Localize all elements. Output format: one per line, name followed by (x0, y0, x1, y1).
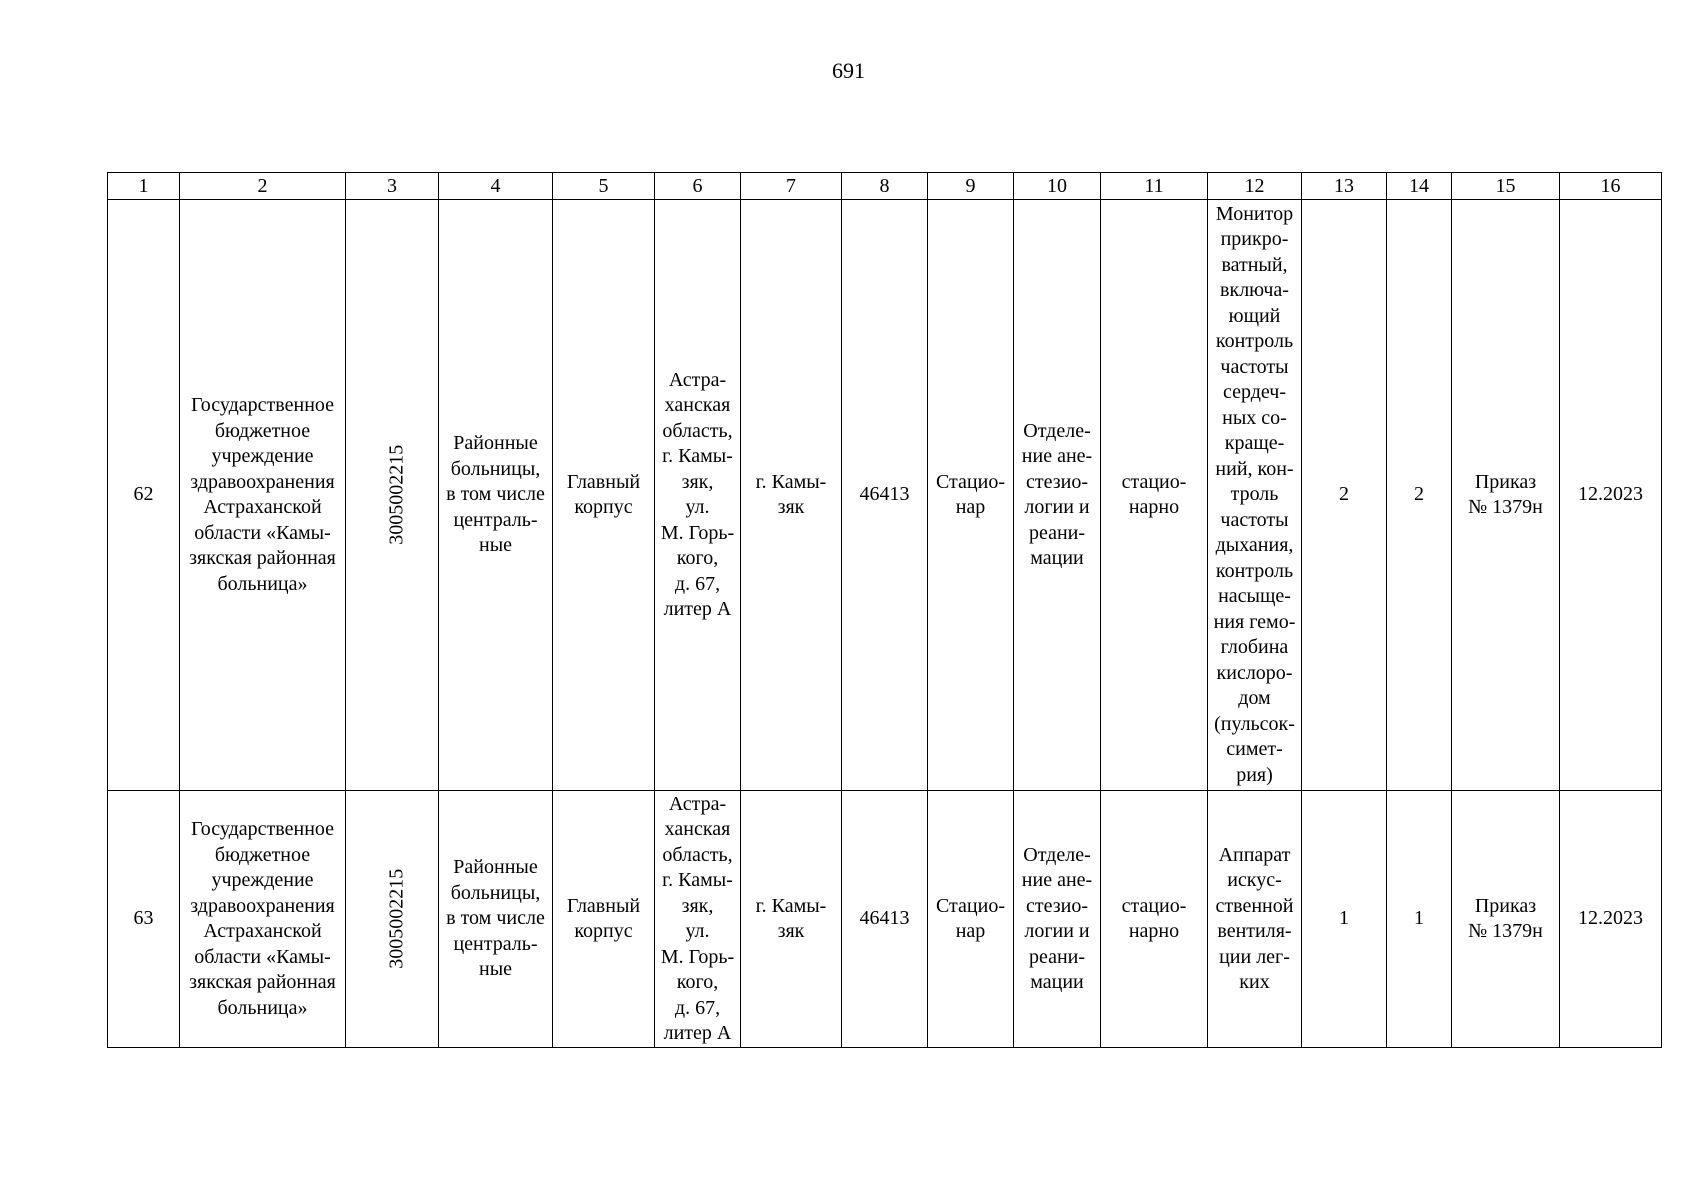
department: Отделе- ние ане- стезио- логии и реани- мации (1014, 200, 1101, 791)
organization-code: 3005002215 (385, 869, 408, 969)
row-number: 63 (108, 791, 180, 1048)
quantity-purchase: 1 (1387, 791, 1452, 1048)
quantity-required: 1 (1302, 791, 1387, 1048)
organization-name: Государственное бюджетное учреждение здравоохранения Астраханской области «Камы- зякская районная больница» (180, 791, 346, 1048)
column-number: 9 (928, 173, 1014, 200)
equipment-table (107, 172, 1662, 1048)
order-reference: Приказ № 1379н (1452, 791, 1560, 1048)
quantity-purchase: 2 (1387, 200, 1452, 791)
address: Астра- ханская область, г. Камы- зяк, ул. М. Горь- кого, д. 67, литер А (655, 200, 741, 791)
organization-code-cell (346, 200, 439, 791)
oktmo-code: 46413 (842, 200, 928, 791)
address: Астра- ханская область, г. Камы- зяк, ул. М. Горь- кого, д. 67, литер А (655, 791, 741, 1048)
order-reference: Приказ № 1379н (1452, 200, 1560, 791)
column-number: 14 (1387, 173, 1452, 200)
table-row (108, 791, 1662, 1048)
column-number: 4 (439, 173, 553, 200)
column-number-row (108, 173, 1662, 200)
column-number: 13 (1302, 173, 1387, 200)
column-number: 6 (655, 173, 741, 200)
building: Главный корпус (553, 200, 655, 791)
care-form: Стацио- нар (928, 791, 1014, 1048)
hospital-type: Районные больницы, в том числе централь- ные (439, 791, 553, 1048)
column-number: 1 (108, 173, 180, 200)
column-number: 15 (1452, 173, 1560, 200)
oktmo-code: 46413 (842, 791, 928, 1048)
building: Главный корпус (553, 791, 655, 1048)
column-number: 3 (346, 173, 439, 200)
page-number: 691 (832, 58, 865, 83)
care-form: Стацио- нар (928, 200, 1014, 791)
equipment-name: Монитор прикро- ватный, включа- ющий контроль частоты сердеч- ных со- краще- ний, кон- троль частоты дыхания, контроль насыще- ния гемо- глобина кислоро- дом (пульсок- симет- рия) (1208, 200, 1302, 791)
column-number: 2 (180, 173, 346, 200)
care-condition: стацио- нарно (1101, 200, 1208, 791)
organization-code-cell (346, 791, 439, 1048)
column-number: 16 (1560, 173, 1662, 200)
locality: г. Камы- зяк (741, 200, 842, 791)
quantity-required: 2 (1302, 200, 1387, 791)
locality: г. Камы- зяк (741, 791, 842, 1048)
column-number: 12 (1208, 173, 1302, 200)
table-row (108, 200, 1662, 791)
organization-name: Государственное бюджетное учреждение здравоохранения Астраханской области «Камы- зякская районная больница» (180, 200, 346, 791)
row-number: 62 (108, 200, 180, 791)
column-number: 8 (842, 173, 928, 200)
hospital-type: Районные больницы, в том числе централь- ные (439, 200, 553, 791)
due-date: 12.2023 (1560, 791, 1662, 1048)
column-number: 11 (1101, 173, 1208, 200)
column-number: 5 (553, 173, 655, 200)
due-date: 12.2023 (1560, 200, 1662, 791)
department: Отделе- ние ане- стезио- логии и реани- мации (1014, 791, 1101, 1048)
column-number: 10 (1014, 173, 1101, 200)
equipment-name: Аппарат искус- ственной вентиля- ции лег- ких (1208, 791, 1302, 1048)
organization-code: 3005002215 (385, 445, 408, 545)
column-number: 7 (741, 173, 842, 200)
care-condition: стацио- нарно (1101, 791, 1208, 1048)
